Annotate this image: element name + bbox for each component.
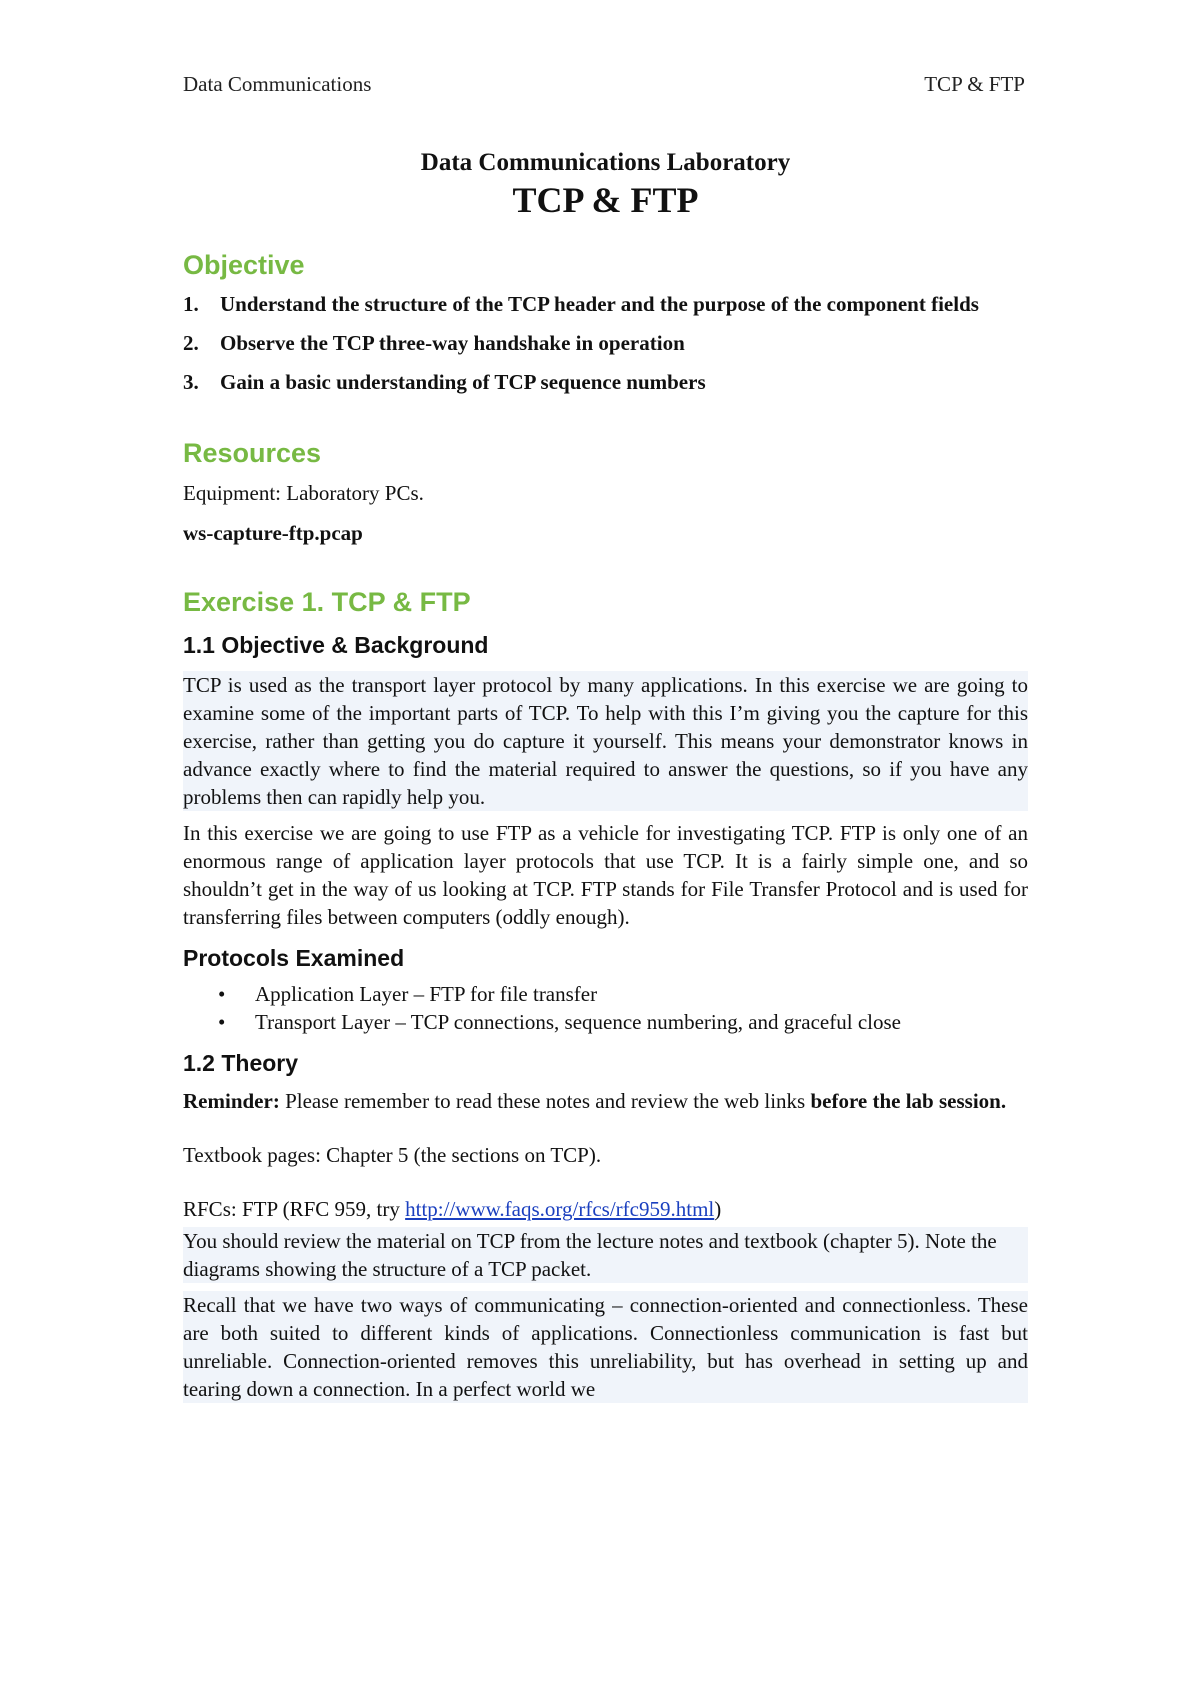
- protocols-heading: Protocols Examined: [183, 945, 405, 971]
- protocols-list: [183, 980, 1028, 1036]
- reminder-text: Please remember to read these notes and review the web links: [279, 1089, 811, 1113]
- objective-heading: Objective: [183, 250, 305, 280]
- list-item-text: Understand the structure of the TCP header and the purpose of the component fields: [220, 292, 979, 316]
- exercise-heading: Exercise 1. TCP & FTP: [183, 587, 471, 617]
- lab-title: Data Communications Laboratory: [420, 149, 791, 176]
- list-item: [183, 1008, 1028, 1036]
- page-header: [183, 72, 1025, 97]
- list-item: [183, 330, 1028, 357]
- reminder-paragraph: [183, 1087, 1028, 1115]
- rfc-suffix: ): [714, 1197, 722, 1221]
- textbook-paragraph: Textbook pages: Chapter 5 (the sections on TCP).: [183, 1143, 602, 1167]
- list-item: [183, 291, 1028, 318]
- background-heading: 1.1 Objective & Background: [183, 632, 489, 658]
- bullet-icon: •: [218, 1010, 226, 1034]
- list-item-number: 2.: [183, 331, 199, 355]
- rfc-link[interactable]: http://www.faqs.org/rfcs/rfc959.html: [405, 1197, 715, 1221]
- header-right: TCP & FTP: [924, 72, 1025, 96]
- list-item-number: 1.: [183, 292, 199, 316]
- list-item-number: 3.: [183, 370, 199, 394]
- list-item: [183, 369, 1028, 396]
- review-paragraph: You should review the material on TCP from the lecture notes and textbook (chapter 5). Note the diagrams showing the structure of a TCP packet.: [183, 1227, 1028, 1283]
- recall-paragraph: Recall that we have two ways of communicating – connection-oriented and connectionless. These are both suited to different kinds of applications. Connectionless communication is fast but unreliable. Connection-oriented removes this unreliability, but has overhead in setting up and tearing down a connection. In a perfect world we: [183, 1293, 1028, 1401]
- background-paragraph-2: In this exercise we are going to use FTP as a vehicle for investigating TCP. FTP is only one of an enormous range of application layer protocols that use TCP. It is a fairly simple one, and so shouldn’t get in the way of us looking at TCP. FTP stands for File Transfer Protocol and is used for transferring files between computers (oddly enough).: [183, 821, 1028, 929]
- list-item: [183, 980, 1028, 1008]
- objective-list: [183, 291, 1028, 396]
- list-item-text: Gain a basic understanding of TCP sequence numbers: [220, 370, 706, 394]
- header-left: Data Communications: [183, 72, 372, 96]
- equipment-text: Equipment: Laboratory PCs.: [183, 481, 424, 505]
- rfc-paragraph: [183, 1195, 1028, 1223]
- theory-heading: 1.2 Theory: [183, 1050, 299, 1076]
- rfc-prefix: RFCs: FTP (RFC 959, try: [183, 1197, 406, 1221]
- document-body: [183, 148, 1028, 1403]
- reminder-emphasis: before the lab session.: [810, 1089, 1007, 1113]
- list-item-text: Application Layer – FTP for file transfer: [255, 982, 598, 1006]
- list-item-text: Transport Layer – TCP connections, sequence numbering, and graceful close: [255, 1010, 901, 1034]
- reminder-label: Reminder:: [183, 1089, 280, 1113]
- resources-heading: Resources: [183, 438, 322, 468]
- bullet-icon: •: [218, 982, 226, 1006]
- list-item-text: Observe the TCP three-way handshake in operation: [220, 331, 685, 355]
- capture-file-name: ws-capture-ftp.pcap: [183, 521, 363, 545]
- page-title: TCP & FTP: [512, 180, 699, 220]
- background-paragraph-1: TCP is used as the transport layer protocol by many applications. In this exercise we are going to examine some of the important parts of TCP. To help with this I’m giving you the capture for this exercise, rather than getting you do capture it yourself. This means your demonstrator knows in advance exactly where to find the material required to answer the questions, so if you have any problems then can rapidly help you.: [183, 673, 1028, 809]
